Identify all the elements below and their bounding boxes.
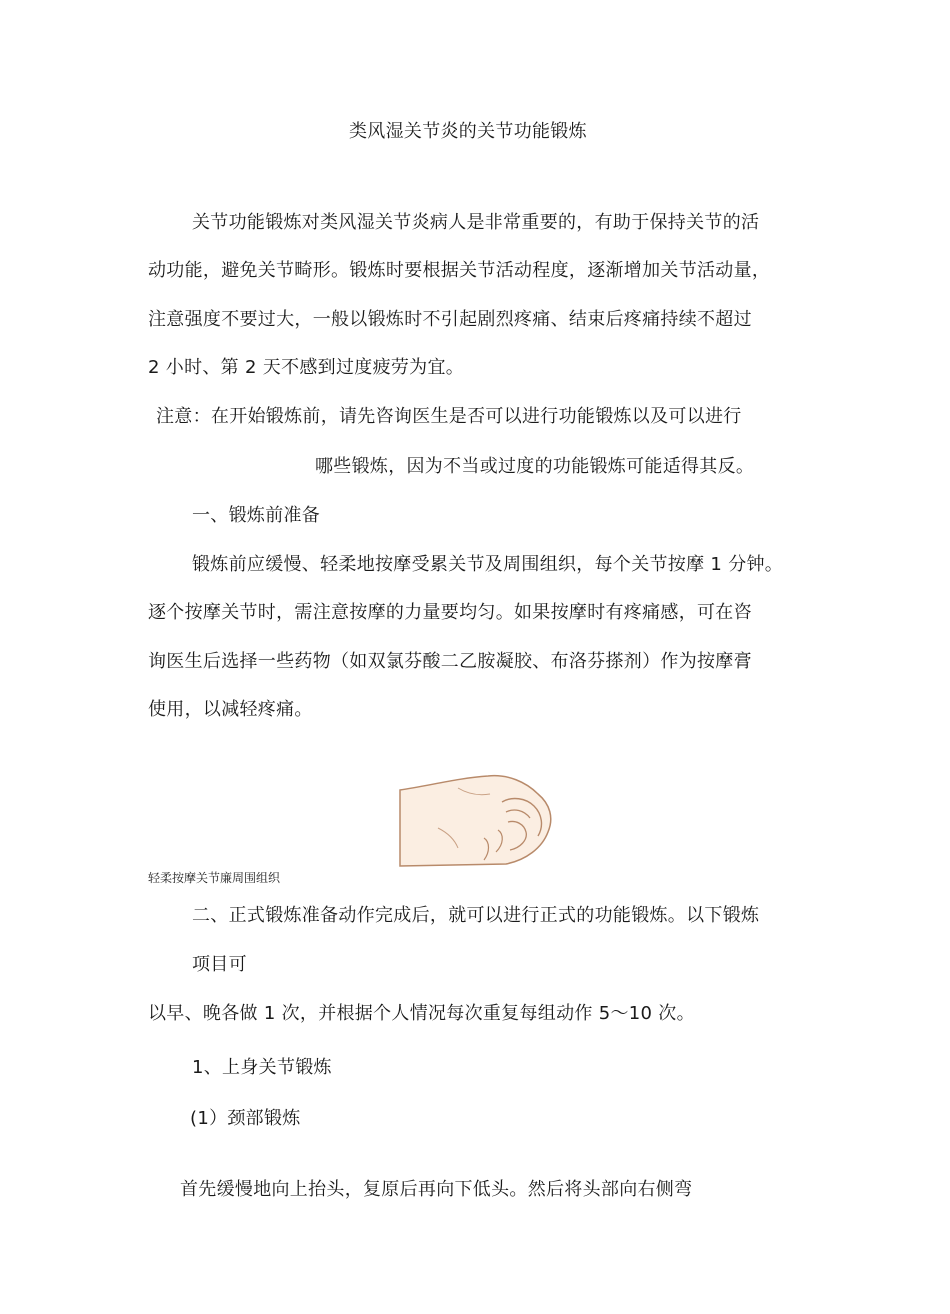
section2-line-3: 以早、晚各做 1 次，并根据个人情况每次重复每组动作 5〜10 次。 bbox=[148, 1003, 695, 1024]
section1-line-2: 逐个按摩关节时，需注意按摩的力量要均匀。如果按摩时有疼痛感，可在咨 bbox=[148, 602, 752, 623]
section2-line-1: 二、正式锻炼准备动作完成后，就可以进行正式的功能锻炼。以下锻炼 bbox=[192, 905, 760, 926]
document-title: 类风湿关节炎的关节功能锻炼 bbox=[349, 121, 587, 142]
intro-line-2: 动功能，避免关节畸形。锻炼时要根据关节活动程度，逐渐增加关节活动量， bbox=[148, 260, 771, 281]
subsection-upper-body: 1、上身关节锻炼 bbox=[192, 1057, 332, 1078]
note-line-2: 哪些锻炼，因为不当或过度的功能锻炼可能适得其反。 bbox=[315, 456, 755, 477]
intro-line-1: 关节功能锻炼对类风湿关节炎病人是非常重要的，有助于保持关节的活 bbox=[192, 212, 760, 233]
section-heading-preparation: 一、锻炼前准备 bbox=[192, 505, 321, 526]
intro-line-4: 2 小时、第 2 天不感到过度疲劳为宜。 bbox=[148, 357, 465, 378]
section2-line-2: 项目可 bbox=[192, 954, 247, 975]
subsection-neck-exercise: (1）颈部锻炼 bbox=[190, 1108, 301, 1129]
section1-line-4: 使用，以减轻疼痛。 bbox=[148, 699, 313, 720]
intro-line-3: 注意强度不要过大，一般以锻炼时不引起剧烈疼痛、结束后疼痛持续不超过 bbox=[148, 309, 752, 330]
neck-exercise-line-1: 首先缓慢地向上抬头，复原后再向下低头。然后将头部向右侧弯 bbox=[180, 1179, 693, 1200]
section1-line-3: 询医生后选择一些药物（如双氯芬酸二乙胺凝胶、布洛芬搽剂）作为按摩膏 bbox=[148, 651, 752, 672]
section1-line-1: 锻炼前应缓慢、轻柔地按摩受累关节及周围组织，每个关节按摩 1 分钟。 bbox=[192, 554, 784, 575]
hand-massage-illustration bbox=[398, 768, 558, 872]
figure-caption: 轻柔按摩关节廉周围组织 bbox=[148, 871, 281, 885]
note-line-1: 注意：在开始锻炼前，请先咨询医生是否可以进行功能锻炼以及可以进行 bbox=[156, 406, 742, 427]
